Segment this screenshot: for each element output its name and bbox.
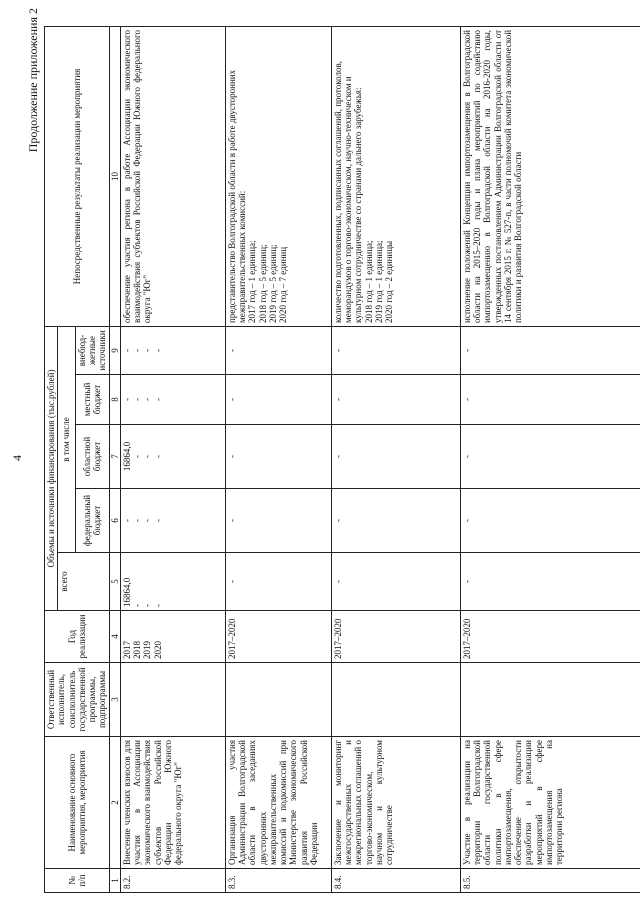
- row-executor: [331, 663, 460, 737]
- row-federal: -: [225, 489, 331, 553]
- header-incl: в том числе: [58, 326, 76, 552]
- header-executor: Ответственный исполнитель, соисполнитель государственной программы, подпрограммы: [45, 663, 110, 737]
- row-total: 16864,0 - - -: [120, 553, 225, 611]
- header-regional: областной бюджет: [75, 425, 109, 489]
- col-number: 6: [109, 489, 120, 553]
- row-year: 2017–2020: [225, 611, 331, 663]
- row-extra: -: [225, 326, 331, 374]
- table-row: [331, 26, 460, 892]
- row-executor: [225, 663, 331, 737]
- row-total: -: [331, 553, 460, 611]
- row-num: 8.2.: [120, 869, 225, 893]
- col-number: 2: [109, 737, 120, 869]
- header-results: Непосредственные результаты реализации мероприятия: [45, 26, 110, 326]
- program-activities-table: [44, 26, 640, 893]
- row-local: -: [460, 375, 640, 425]
- col-number: 1: [109, 869, 120, 893]
- header-extra: внебюд-жетные источники: [75, 326, 109, 374]
- column-numbers-row: [109, 26, 120, 892]
- header-name: Наименование основного мероприятия, мероприятия: [45, 737, 110, 869]
- page-number: 4: [10, 455, 24, 461]
- header-row-1: [45, 26, 58, 892]
- appendix-label: Продолжение приложения 2: [26, 8, 40, 153]
- row-result: исполнение положений Концепции импортозамещения в Волгоградской области на 2015–2020 годы и плана мероприятий по содействию импортозамещению в Волгоградской области на 2016-2020 годы, утвержденных постановлением Администрации Волгоградской области от 14 сентября 2015 г. № 527-п, в части полномочий комитета экономической политики и развития Волгоградской области: [460, 26, 640, 326]
- header-total: всего: [58, 553, 109, 611]
- header-num: № п/п: [45, 869, 110, 893]
- header-funding: Объемы и источники финансирования (тыс.рублей): [45, 326, 58, 610]
- col-number: 3: [109, 663, 120, 737]
- row-regional: -: [331, 425, 460, 489]
- col-number: 9: [109, 326, 120, 374]
- col-number: 10: [109, 26, 120, 326]
- row-regional: -: [460, 425, 640, 489]
- header-local: местный бюджет: [75, 375, 109, 425]
- row-result: обеспечение участия региона в работе Ассоциации экономического взаимодействия субъектов Российской Федерации Южного федерального округа "Юг": [120, 26, 225, 326]
- row-extra: -: [331, 326, 460, 374]
- col-number: 4: [109, 611, 120, 663]
- row-extra: -: [460, 326, 640, 374]
- row-extra: - - - -: [120, 326, 225, 374]
- col-number: 8: [109, 375, 120, 425]
- row-num: 8.3.: [225, 869, 331, 893]
- row-year: 2017 2018 2019 2020: [120, 611, 225, 663]
- row-num: 8.4.: [331, 869, 460, 893]
- row-federal: -: [331, 489, 460, 553]
- table-row: [120, 26, 225, 892]
- row-name: Заключение и мониторинг межгосударственных и межрегиональных соглашений о торгово-экономическом, научном и культурном сотрудничестве: [331, 737, 460, 869]
- row-executor: [460, 663, 640, 737]
- row-federal: - - - -: [120, 489, 225, 553]
- row-name: Внесение членских взносов для участия в Ассоциации экономического взаимодействия субъектов Российской Федерации Южного федерального округа "Юг": [120, 737, 225, 869]
- row-result: количество подготовленных, подписанных соглашений, протоколов, меморандумов о торгово-экономическом, научно-техническом и культурном сотрудничестве со странами дальнего зарубежья: 2018 год – 1 единица; 2019 год – 1 единица; 2020 год – 2 единицы: [331, 26, 460, 326]
- row-year: 2017–2020: [331, 611, 460, 663]
- row-year: 2017–2020: [460, 611, 640, 663]
- header-federal: федеральный бюджет: [75, 489, 109, 553]
- header-year: Год реализации: [45, 611, 110, 663]
- row-name: Участие в реализации на территории Волгоградской области государственной политики в сфере импортозамещения, обеспечение открытости разработки и реализации мероприятий в сфере импортозамещения на территории региона: [460, 737, 640, 869]
- row-local: -: [331, 375, 460, 425]
- table-row: [225, 26, 331, 892]
- col-number: 7: [109, 425, 120, 489]
- row-num: 8.5.: [460, 869, 640, 893]
- col-number: 5: [109, 553, 120, 611]
- row-total: -: [460, 553, 640, 611]
- row-regional: -: [225, 425, 331, 489]
- row-executor: [120, 663, 225, 737]
- row-regional: 16864,0 - - -: [120, 425, 225, 489]
- row-local: - - - -: [120, 375, 225, 425]
- row-local: -: [225, 375, 331, 425]
- row-federal: -: [460, 489, 640, 553]
- table-row: [460, 26, 640, 892]
- row-name: Организация участия Администрации Волгоградской области в заседаниях двусторонних межправительственных комиссий и подкомиссий при Министерстве экономического развития Российской Федерации: [225, 737, 331, 869]
- row-total: -: [225, 553, 331, 611]
- row-result: представительство Волгоградской области в работе двусторонних межправительственных комиссий: 2017 год – 1 единица; 2018 год – 5 единиц; 2019 год – 5 единиц; 2020 год – 7 единиц: [225, 26, 331, 326]
